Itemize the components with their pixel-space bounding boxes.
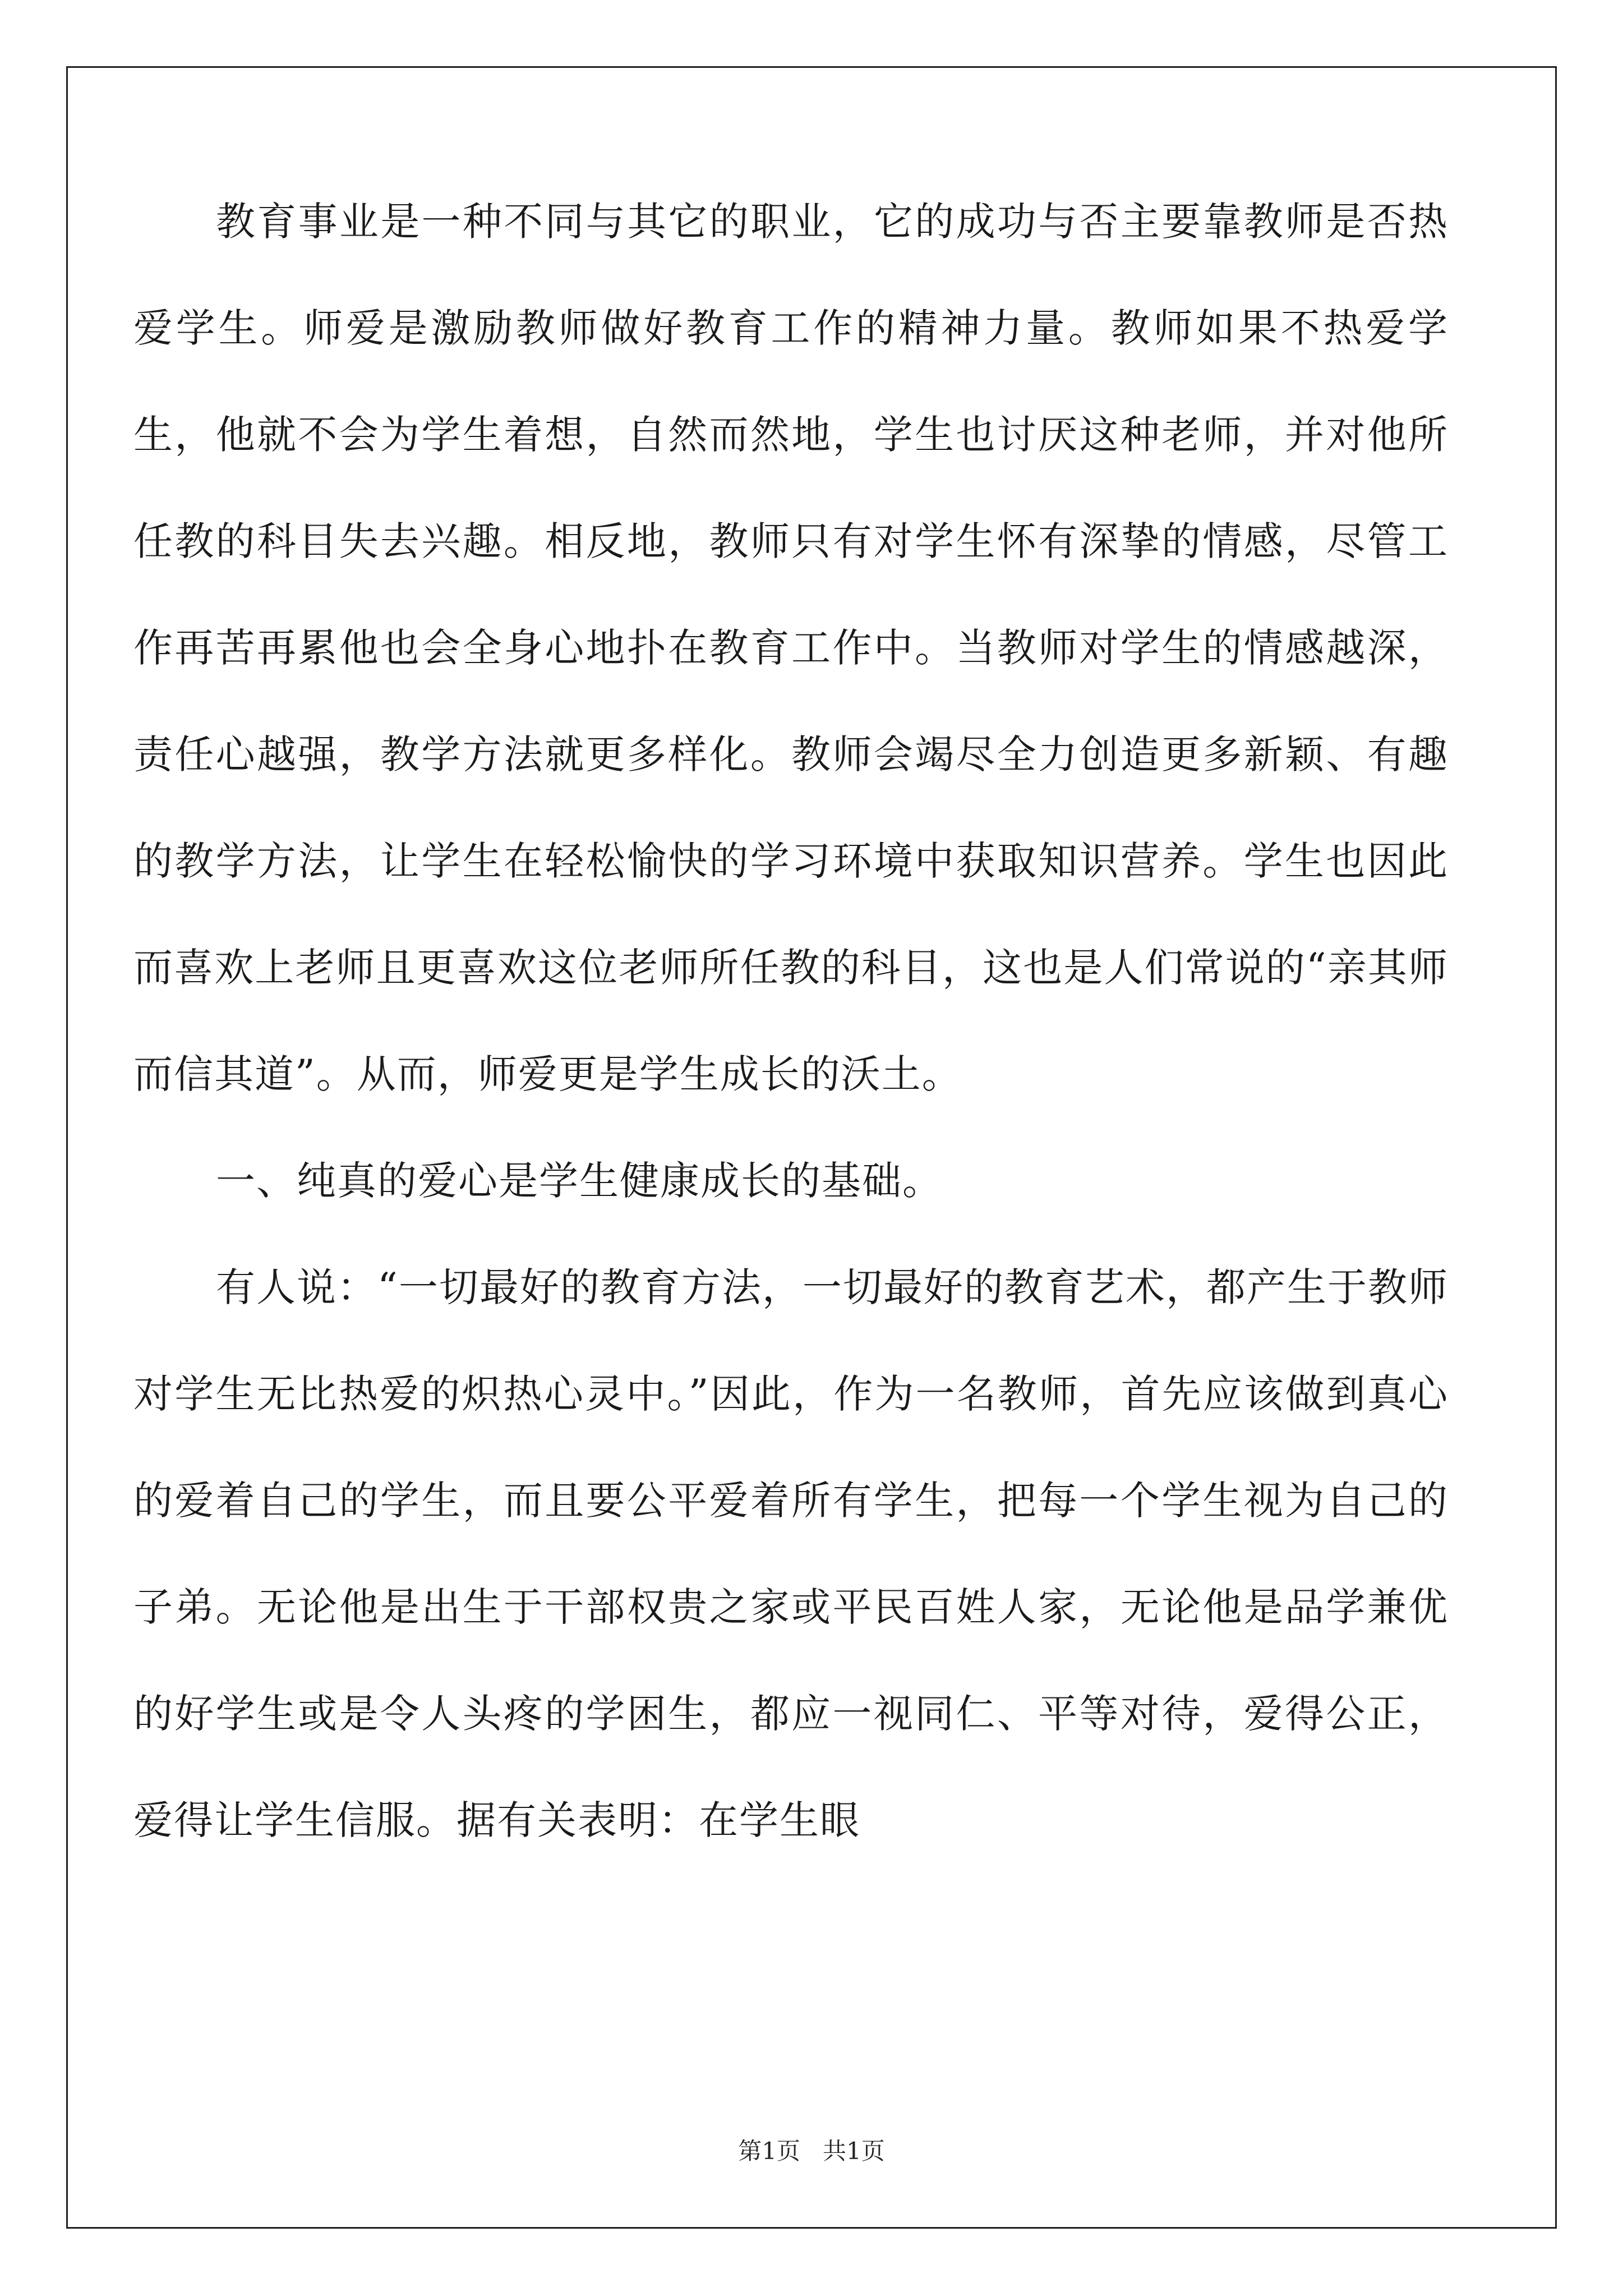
document-body [133, 168, 1449, 1874]
section-heading: 一、纯真的爱心是学生健康成长的基础。 [216, 1158, 943, 1204]
page-number: 第1页 [738, 2137, 800, 2165]
paragraph-intro: 教育事业是一种不同与其它的职业，它的成功与否主要靠教师是否热爱学生。师爱是激励教师做好教育工作的精神力量。教师如果不热爱学生，他就不会为学生着想，自然而然地，学生也讨厌这种老师，并对他所任教的科目失去兴趣。相反地，教师只有对学生怀有深挚的情感，尽管工作再苦再累他也会全身心地扑在教育工作中。当教师对学生的情感越深，责任心越强，教学方法就更多样化。教师会竭尽全力创造更多新颖、有趣的教学方法，让学生在轻松愉快的学习环境中获取知识营养。学生也因此而喜欢上老师且更喜欢这位老师所任教的科目，这也是人们常说的“亲其师而信其道”。从而，师爱更是学生成长的沃土。 [133, 199, 1449, 1097]
page-footer [0, 2134, 1623, 2168]
page-total: 共1页 [823, 2137, 885, 2165]
paragraph-section-1: 有人说：“一切最好的教育方法，一切最好的教育艺术，都产生于教师对学生无比热爱的炽热心灵中。”因此，作为一名教师，首先应该做到真心的爱着自己的学生，而且要公平爱着所有学生，把每一个学生视为自己的子弟。无论他是出生于干部权贵之家或平民百姓人家，无论他是品学兼优的好学生或是令人头疼的学困生，都应一视同仁、平等对待，爱得公正，爱得让学生信服。据有关表明：在学生眼 [133, 1264, 1449, 1843]
